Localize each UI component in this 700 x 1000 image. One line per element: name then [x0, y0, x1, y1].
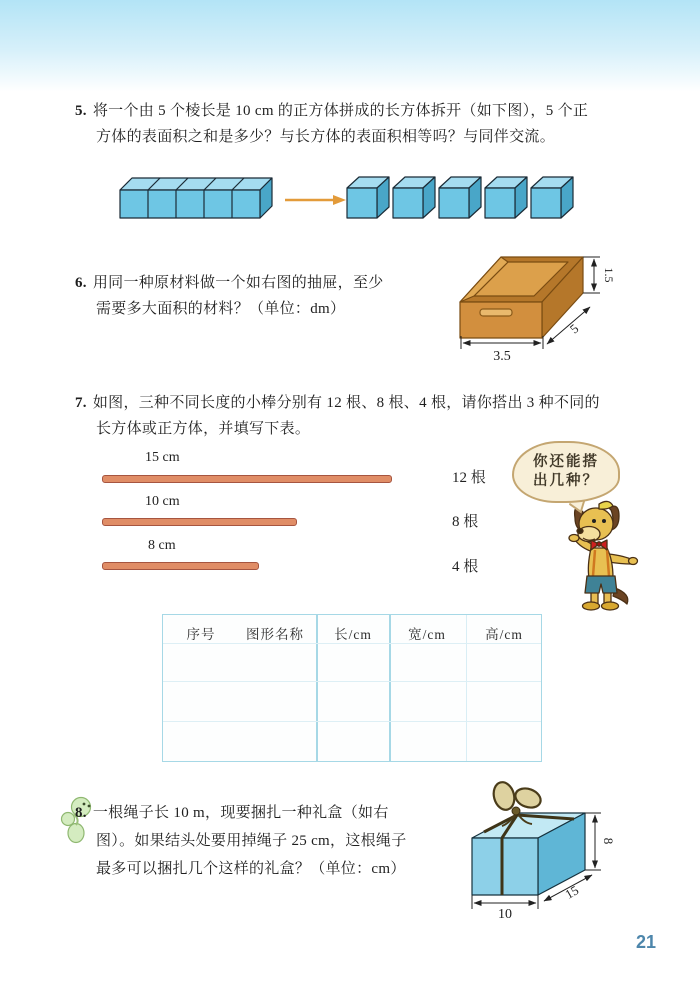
- table-header-width: 宽/cm: [408, 627, 446, 642]
- giftbox-depth-label: 15: [562, 882, 582, 902]
- arrow-icon: [285, 195, 346, 205]
- dog-mascot: [563, 496, 647, 610]
- table-divider: [466, 615, 467, 761]
- table-header-index: 序号: [186, 627, 216, 642]
- problem5-number: 5.: [75, 103, 87, 119]
- separate-cubes-figure: [347, 177, 573, 218]
- problem7-number: 7.: [75, 395, 87, 411]
- table-divider: [389, 615, 391, 761]
- table-row-line: [163, 681, 541, 682]
- stick-count-label: 8 根: [452, 514, 479, 530]
- problem5-line1: 5. 将一个由 5 个棱长是 10 cm 的正方体拼成的长方体拆开（如下图），5 个正: [75, 103, 589, 119]
- stick-count-label: 12 根: [452, 470, 486, 486]
- stick-count-label: 4 根: [452, 559, 479, 575]
- drawer-height-label: 1.5: [602, 267, 616, 283]
- stick-15cm: [102, 475, 392, 483]
- problem6-number: 6.: [75, 275, 87, 291]
- problem7-line1: 7. 如图，三种不同长度的小棒分别有 12 根、8 根、4 根，请你搭出 3 种不同的: [75, 395, 600, 411]
- drawer-width-label: 3.5: [493, 349, 511, 364]
- answer-table: [162, 614, 542, 762]
- table-header-length: 长/cm: [334, 627, 372, 642]
- drawer-figure: [450, 248, 625, 370]
- giftbox-figure: [462, 782, 667, 924]
- table-divider: [316, 615, 318, 761]
- problem6-line1: 6. 用同一种原材料做一个如右图的抽屉，至少: [75, 275, 384, 291]
- joined-cuboid-figure: [120, 178, 272, 218]
- problem8-line1: 8. 一根绳子长 10 m，现要捆扎一种礼盒（如右: [75, 805, 389, 821]
- speech-bubble-text: 出几种？: [533, 473, 599, 489]
- drawer-depth-label: 5: [566, 320, 582, 337]
- problem6-line2: 需要多大面积的材料？（单位：dm）: [96, 301, 346, 317]
- giftbox-width-label: 10: [498, 907, 512, 922]
- stick-length-label: 8 cm: [148, 538, 176, 553]
- problem8-line2: 图）。如果结头处要用掉绳子 25 cm，这根绳子: [96, 833, 407, 849]
- stick-8cm: [102, 562, 259, 570]
- problem5-line2: 方体的表面积之和是多少？与长方体的表面积相等吗？与同伴交流。: [96, 129, 556, 145]
- speech-bubble: [512, 441, 620, 503]
- table-row-line: [163, 721, 541, 722]
- stick-length-label: 15 cm: [145, 450, 180, 465]
- giftbox-height-label: 8: [601, 837, 616, 845]
- table-row-line: [163, 643, 541, 644]
- problem5-cubes-figure: [105, 163, 625, 243]
- speech-bubble-text: 你还能搭: [533, 454, 599, 470]
- table-header-name: 图形名称: [246, 627, 304, 642]
- page-top-gradient: [0, 0, 700, 92]
- stick-length-label: 10 cm: [145, 494, 180, 509]
- problem7-line2: 长方体或正方体，并填写下表。: [96, 421, 311, 437]
- problem8-line3: 最多可以捆扎几个这样的礼盒？（单位：cm）: [96, 861, 406, 877]
- problem8-number: 8.: [75, 805, 87, 821]
- stick-10cm: [102, 518, 297, 526]
- page-number: 21: [636, 932, 657, 952]
- table-header-height: 高/cm: [485, 627, 523, 642]
